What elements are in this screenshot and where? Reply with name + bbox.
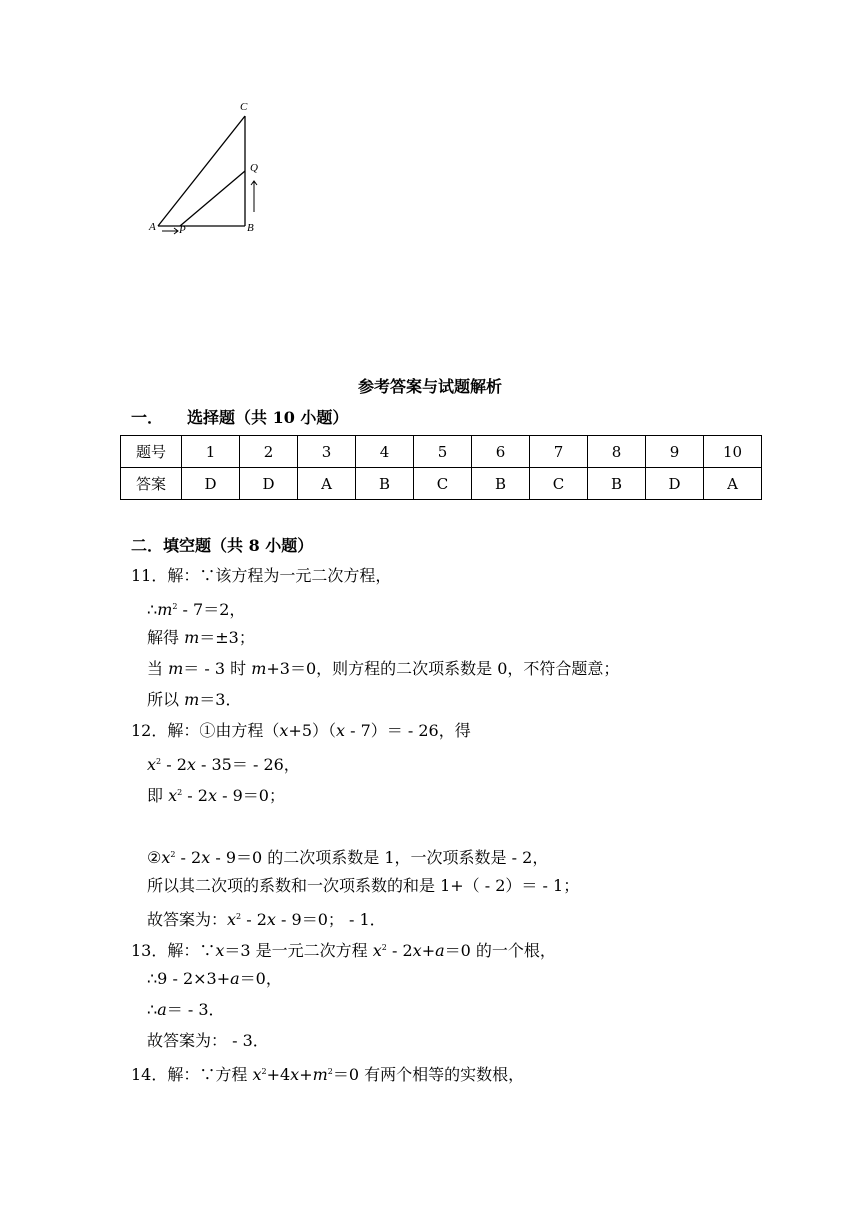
q11-line1: 11．解：∵该方程为一元二次方程， (131, 566, 392, 585)
table-cell: B (356, 468, 414, 500)
label-a: A (149, 221, 156, 233)
table-cell: B (472, 468, 530, 500)
answer-title: 参考答案与试题解析 (357, 377, 502, 396)
table-row (121, 468, 762, 500)
table-cell: 3 (298, 436, 356, 468)
q12-line4: $②x^2 - 2x - 9=0$ 的二次项系数是 1，一次项系数是 - 2， (147, 848, 549, 867)
table-row (121, 436, 762, 468)
label-c: C (240, 101, 248, 113)
q12-line1: 12．解：①由方程（x+5）（x - 7）＝ - 26，得 (131, 721, 471, 740)
table-cell: A (704, 468, 762, 500)
section1-heading: 一． 选择题（共 10 小题） (131, 408, 349, 427)
table-cell: 9 (646, 436, 704, 468)
table-cell: 4 (356, 436, 414, 468)
triangle-figure (140, 95, 280, 245)
q12-line2: $x^2 - 2x - 35= - 26$， (147, 755, 300, 774)
table-cell: 1 (182, 436, 240, 468)
table-header-cell: 题号 (121, 436, 182, 468)
table-cell: 7 (530, 436, 588, 468)
table-cell: C (530, 468, 588, 500)
table-cell: B (588, 468, 646, 500)
q11-line5: 所以 m＝3． (147, 690, 242, 709)
label-p: P (179, 224, 186, 236)
answer-table (120, 435, 762, 500)
q11-line4: 当 m＝ - 3 时 m+3＝0，则方程的二次项系数是 0，不符合题意； (147, 659, 620, 678)
table-cell: D (240, 468, 298, 500)
table-cell: A (298, 468, 356, 500)
q12-line3: 即 $x^2 - 2x - 9=0$； (147, 786, 285, 805)
q13-line4: 故答案为： - 3． (147, 1031, 269, 1050)
q13-line1: 13．解：∵x＝3 是一元二次方程 $x^2 - 2x+a=0$ 的一个根， (131, 941, 556, 960)
table-cell: C (414, 468, 472, 500)
q13-line2: ∴9 - 2×3+a＝0， (147, 969, 282, 988)
table-header-cell: 答案 (121, 468, 182, 500)
q14-line1: 14．解：∵方程 $x^2+4x+m^2=0$ 有两个相等的实数根， (131, 1065, 525, 1084)
table-cell: 5 (414, 436, 472, 468)
q13-line3: ∴a＝ - 3． (147, 1000, 225, 1019)
label-q: Q (250, 162, 258, 174)
table-cell: 10 (704, 436, 762, 468)
table-cell: D (182, 468, 240, 500)
table-cell: 8 (588, 436, 646, 468)
table-cell: D (646, 468, 704, 500)
segment-pq (180, 171, 245, 226)
q12-line6: 故答案为：$x^2 - 2x - 9=0$； - 1． (147, 910, 386, 929)
table-cell: 2 (240, 436, 298, 468)
table-cell: 6 (472, 436, 530, 468)
q11-line3: 解得 m＝±3； (147, 628, 255, 647)
section2-heading: 二．填空题（共 8 小题） (131, 536, 314, 555)
q12-line5: 所以其二次项的系数和一次项系数的和是 1+（ - 2）＝ - 1； (147, 876, 580, 895)
label-b: B (247, 222, 254, 234)
side-ac (158, 116, 245, 226)
q11-line2: $\therefore m^2 - 7=2$， (147, 600, 246, 619)
